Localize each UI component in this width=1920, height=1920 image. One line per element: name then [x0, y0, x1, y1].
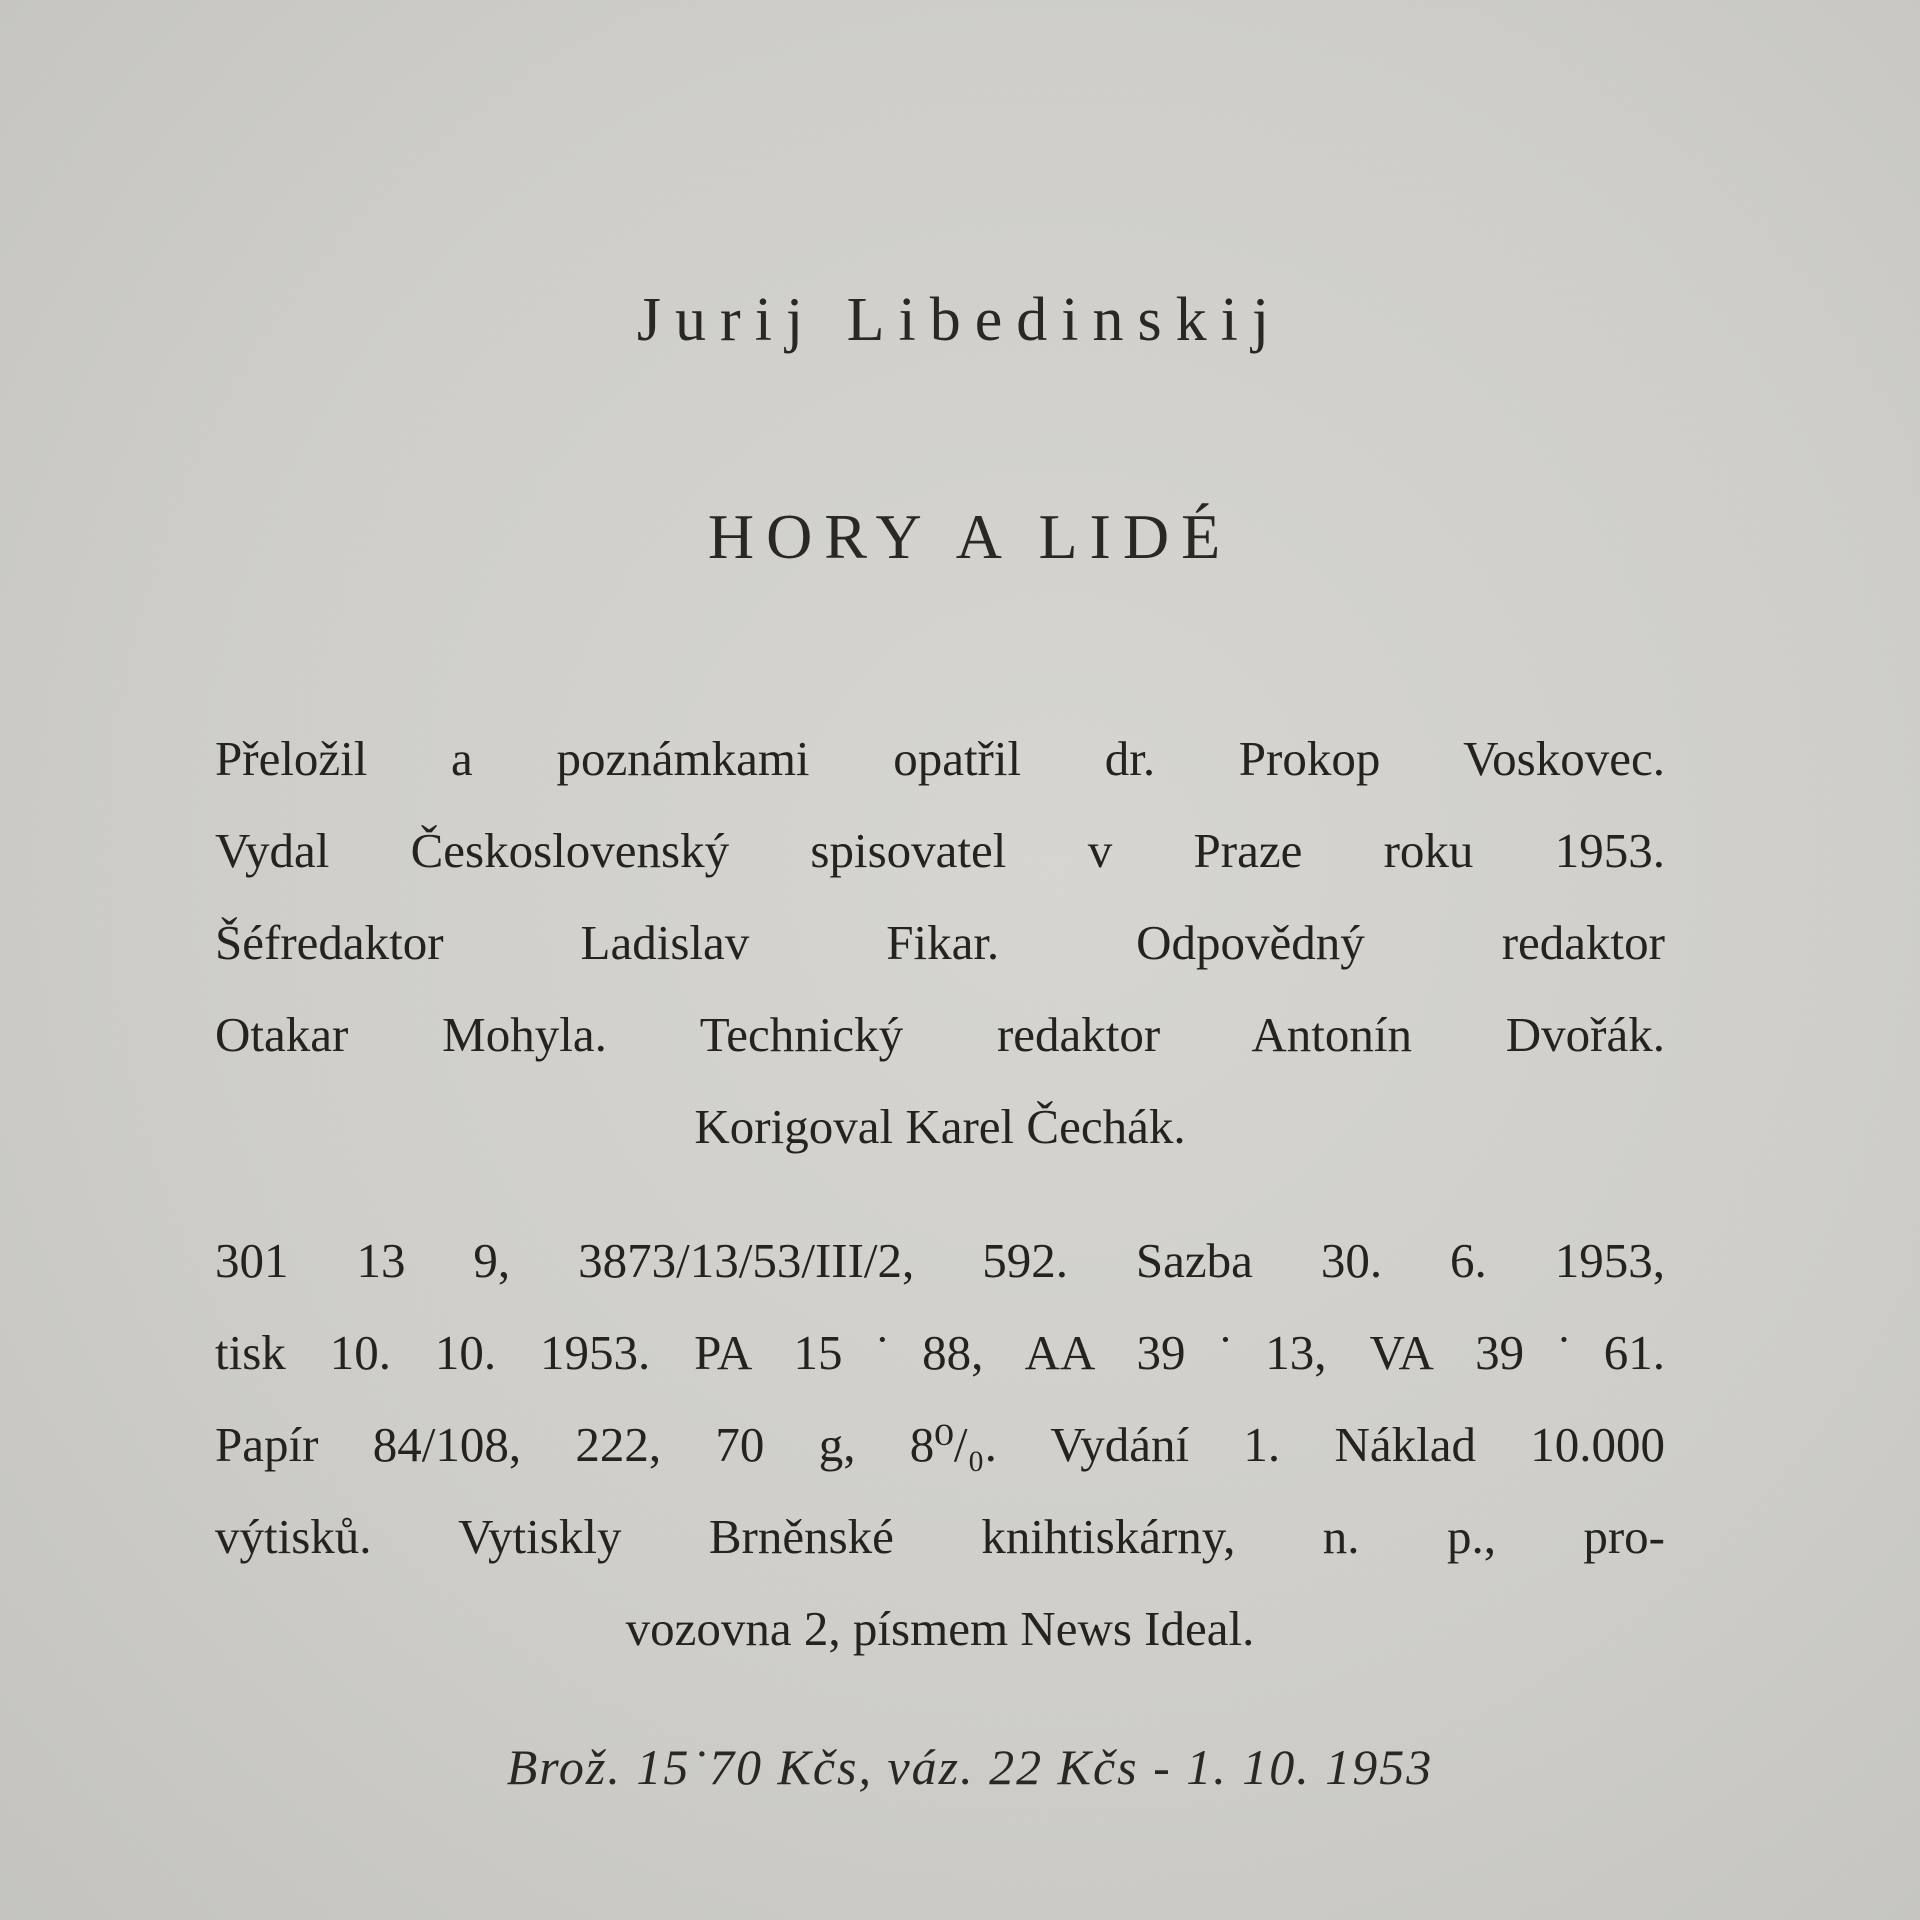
imprint-line: výtisků. Vytiskly Brněnské knihtiskárny, n. p., pro-: [215, 1509, 1665, 1564]
author-name: Jurij Libedinskij: [636, 286, 1284, 354]
imprint-line: Papír 84/108, 222, 70 g, 8⁰/₀. Vydání 1. Náklad 10.000: [215, 1417, 1665, 1472]
credits-paragraph: [215, 713, 1665, 1173]
book-title: HORY A LIDÉ: [707, 501, 1233, 572]
credits-line: Korigoval Karel Čechák.: [694, 1099, 1186, 1154]
imprint-line: tisk 10. 10. 1953. PA 15˙88, AA 39˙13, VA 39˙61.: [215, 1325, 1665, 1380]
price-line: Brož. 15˙70 Kčs, váz. 22 Kčs - 1. 10. 1953: [506, 1739, 1434, 1795]
credits-line: Vydal Československý spisovatel v Praze roku 1953.: [215, 823, 1665, 878]
credits-line: Šéfredaktor Ladislav Fikar. Odpovědný redaktor: [215, 915, 1665, 970]
imprint-paragraph: [215, 1215, 1665, 1675]
imprint-line: vozovna 2, písmem News Ideal.: [625, 1601, 1255, 1656]
imprint-line: 301 13 9, 3873/13/53/III/2, 592. Sazba 30. 6. 1953,: [215, 1233, 1665, 1288]
credits-line: Otakar Mohyla. Technický redaktor Antonín Dvořák.: [215, 1007, 1665, 1062]
credits-line: Přeložil a poznámkami opatřil dr. Prokop Voskovec.: [215, 731, 1665, 786]
